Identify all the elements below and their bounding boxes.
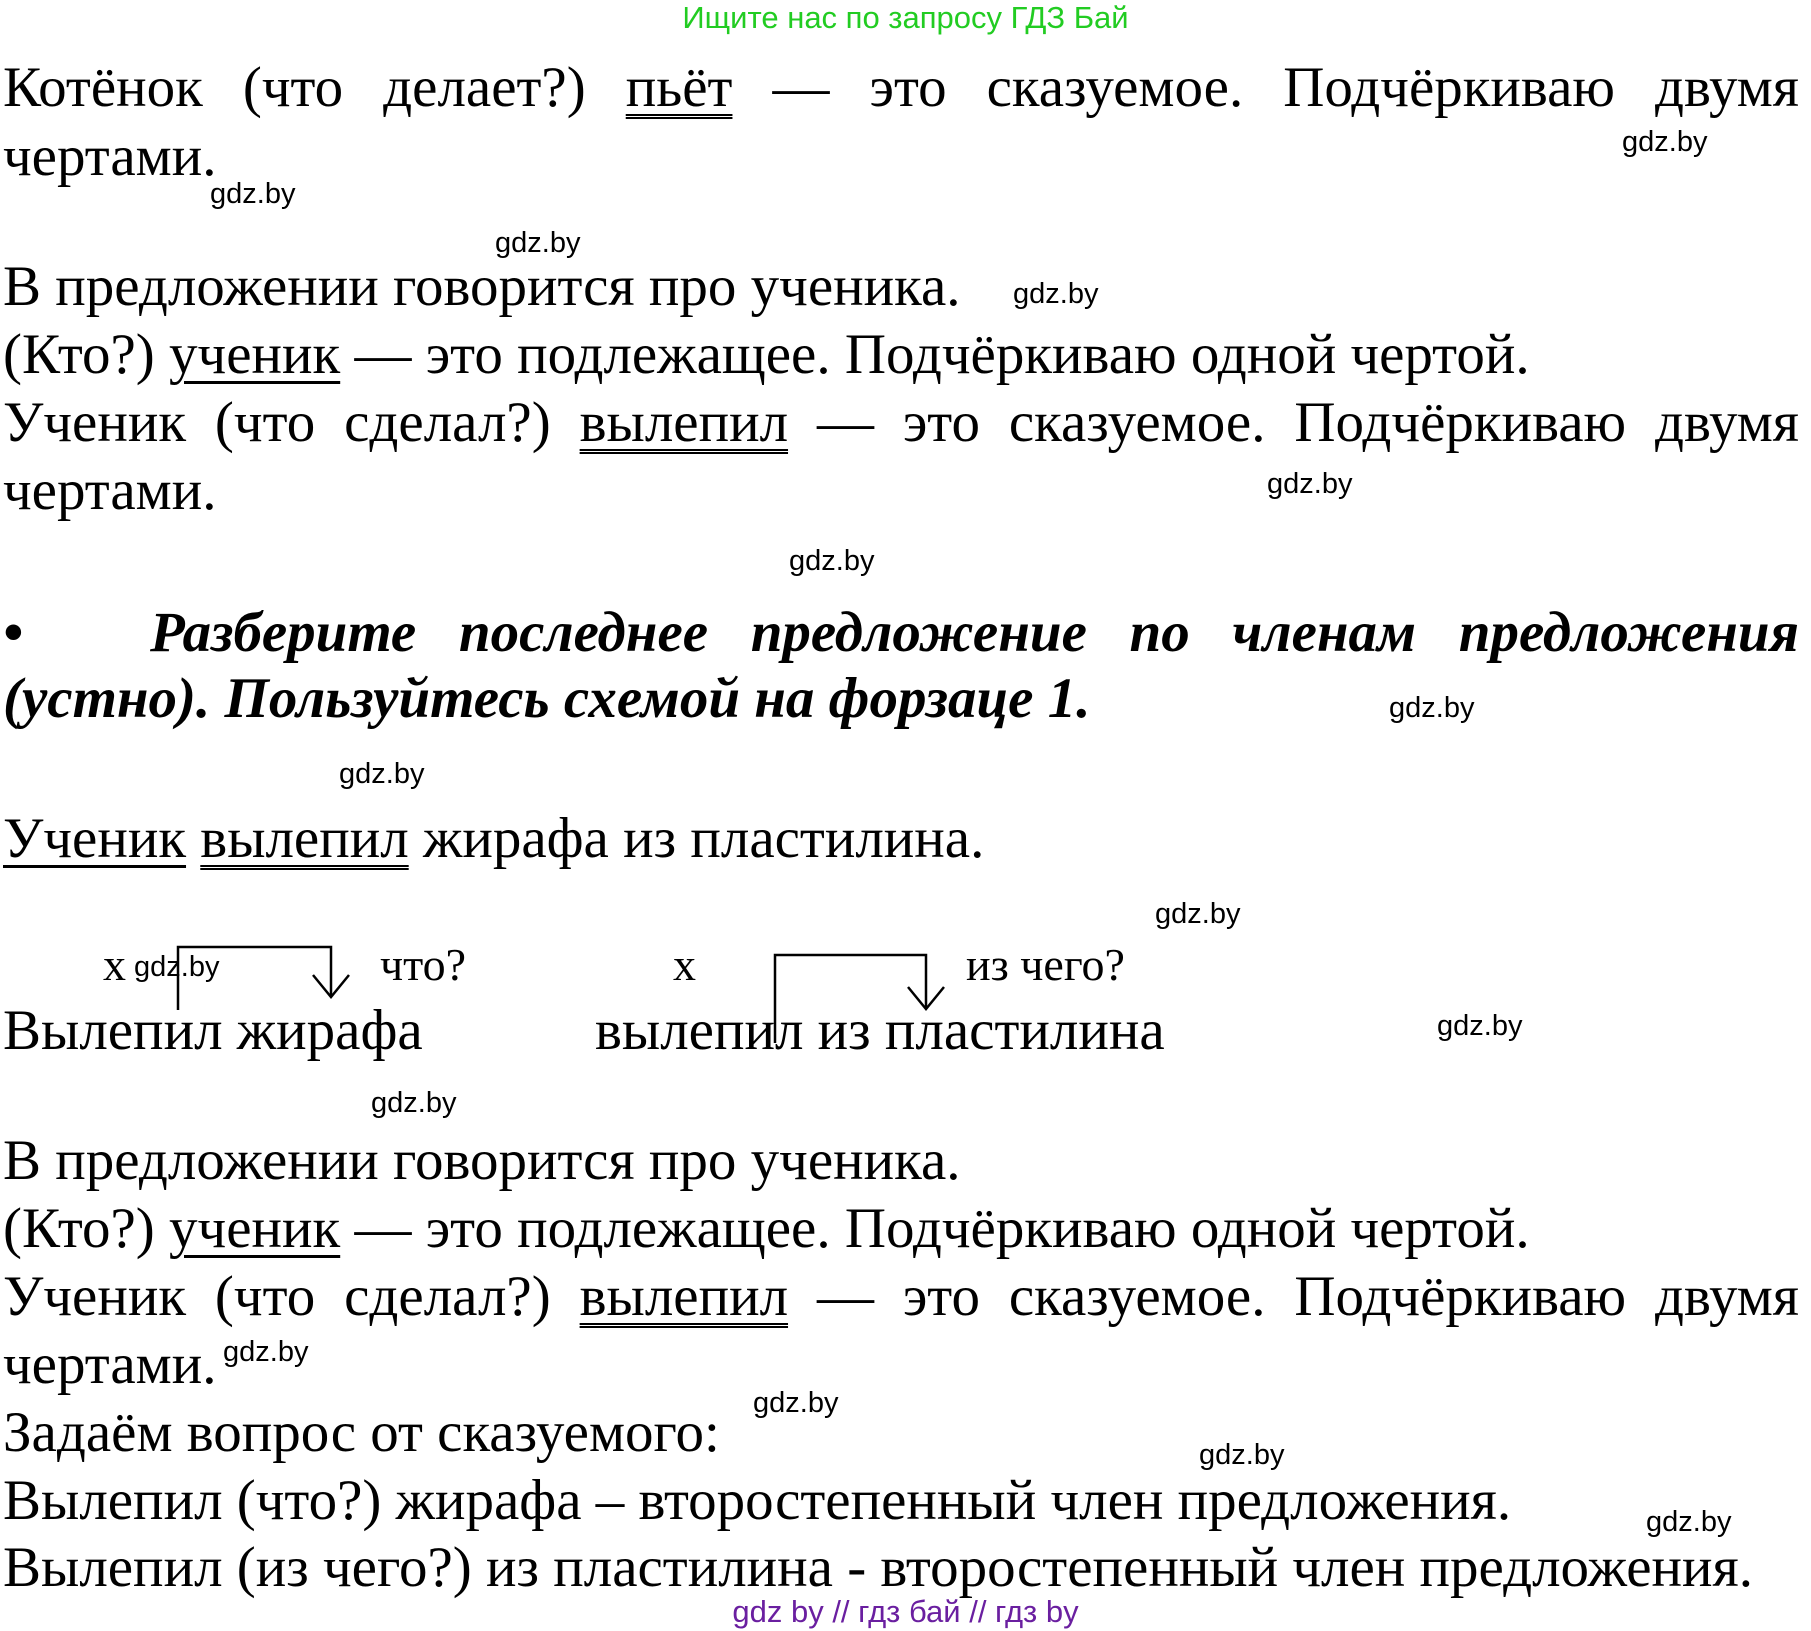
predicate: пьёт xyxy=(625,56,733,119)
para3-line1: В предложении говорится про ученика. xyxy=(3,1129,961,1192)
scheme-phrase1: Вылепил жирафа xyxy=(3,999,423,1062)
text: жирафа из пластилина. xyxy=(422,807,985,870)
task-bullet: • xyxy=(3,601,23,664)
para3-line3 xyxy=(3,1264,1799,1330)
watermark: gdz.by xyxy=(789,545,875,577)
para2-line1: В предложении говорится про ученика. xyxy=(3,255,961,318)
para3-line4: чертами. xyxy=(3,1333,217,1396)
watermark: gdz.by xyxy=(753,1387,839,1419)
para3-line5: Задаём вопрос от сказуемого: xyxy=(3,1401,720,1464)
bottom-banner: gdz by // гдз бай // гдз by xyxy=(732,1594,1079,1629)
para3-line2 xyxy=(3,1196,1799,1262)
watermark: gdz.by xyxy=(1267,468,1353,500)
watermark: gdz.by xyxy=(210,178,296,210)
text: (Кто?) xyxy=(3,323,155,386)
top-banner: Ищите нас по запросу ГДЗ Бай xyxy=(682,0,1129,35)
text: — это подлежащее. Подчёркиваю одной чертой. xyxy=(354,323,1530,386)
para2-line4: чертами. xyxy=(3,459,217,522)
text: — это сказуемое. Подчёркиваю двумя xyxy=(816,1265,1800,1328)
para3-line6: Вылепил (что?) жирафа – второстепенный член предложения. xyxy=(3,1469,1512,1532)
task-line1: Разберите последнее предложение по членам предложения xyxy=(150,601,1799,664)
watermark: gdz.by xyxy=(134,951,220,983)
subject: ученик xyxy=(169,323,341,386)
watermark: gdz.by xyxy=(223,1336,309,1368)
watermark: gdz.by xyxy=(371,1087,457,1119)
text: Ученик (что сделал?) xyxy=(3,1265,551,1328)
para1-line2: чертами. xyxy=(3,125,217,188)
watermark: gdz.by xyxy=(1646,1506,1732,1538)
watermark: gdz.by xyxy=(1622,126,1708,158)
arrow-2 xyxy=(775,955,926,1043)
predicate: вылепил xyxy=(579,1265,789,1328)
text: Котёнок (что делает?) xyxy=(3,56,586,119)
watermark: gdz.by xyxy=(1437,1010,1523,1042)
text: — это сказуемое. Подчёркиваю двумя xyxy=(772,56,1799,119)
watermark: gdz.by xyxy=(339,758,425,790)
scheme-q2: из чего? xyxy=(966,939,1125,990)
watermark: gdz.by xyxy=(1155,898,1241,930)
text: (Кто?) xyxy=(3,1197,155,1260)
predicate: вылепил xyxy=(579,391,789,454)
text: — это сказуемое. Подчёркиваю двумя xyxy=(816,391,1800,454)
watermark: gdz.by xyxy=(495,227,581,259)
watermark: gdz.by xyxy=(1199,1439,1285,1471)
scheme-q1: что? xyxy=(380,939,467,990)
subject: Ученик xyxy=(3,807,187,870)
text: Ученик (что сделал?) xyxy=(3,391,551,454)
text: — это подлежащее. Подчёркиваю одной чертой. xyxy=(354,1197,1530,1260)
watermark: gdz.by xyxy=(1013,278,1099,310)
predicate: вылепил xyxy=(200,807,409,870)
subject: ученик xyxy=(169,1197,341,1260)
scheme-x1: х xyxy=(103,939,126,990)
para3-line7: Вылепил (из чего?) из пластилина - второстепенный член предложения. xyxy=(3,1536,1754,1599)
scheme-phrase2: вылепил из пластилина xyxy=(595,999,1165,1062)
task-line2: (устно). Пользуйтесь схемой на форзаце 1. xyxy=(3,667,1091,730)
scheme-x2: х xyxy=(673,939,696,990)
watermark: gdz.by xyxy=(1389,692,1475,724)
